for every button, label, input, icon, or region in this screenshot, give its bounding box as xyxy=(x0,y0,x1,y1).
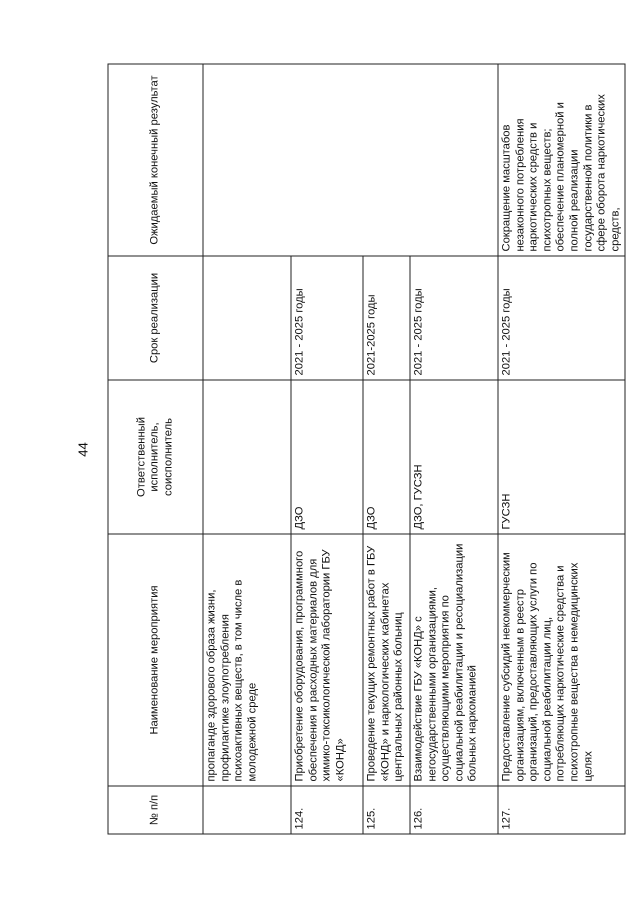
header-executor: Ответственный исполнитель, соисполнитель xyxy=(108,380,203,534)
row-term: 2021 - 2025 годы xyxy=(410,256,498,380)
row-term: 2021 - 2025 годы xyxy=(498,256,625,380)
row-executor: ДЗО xyxy=(363,380,410,534)
row-term xyxy=(203,256,291,380)
page-number: 44 xyxy=(75,442,91,457)
table-header-row xyxy=(108,64,203,834)
row-executor xyxy=(203,380,291,534)
row-number: 127. xyxy=(498,786,625,834)
row-measure-name: Взаимодействие ГБУ «КОНД» с негосударственными организациями, осуществляющими мероприятия по социальной реабилитации и ресоциализации больных наркоманией xyxy=(410,534,498,786)
row-executor: ГУСЗН xyxy=(498,380,625,534)
row-measure-name: Приобретение оборудования, программного обеспечения и расходных материалов для химико-токсикологической лаборатории ГБУ «КОНД» xyxy=(291,534,363,786)
row-number: 125. xyxy=(363,786,410,834)
header-measure-name: Наименование мероприятия xyxy=(108,534,203,786)
row-number: 124. xyxy=(291,786,363,834)
row-executor: ДЗО, ГУСЗН xyxy=(410,380,498,534)
header-term: Срок реализации xyxy=(108,256,203,380)
row-result: Сокращение масштабов незаконного потребления наркотических средств и психотропных веществ; обеспечение планомерной и полной реализации государственной политики в сфере оборота наркотических средств, xyxy=(498,64,625,256)
row-term: 2021-2025 годы xyxy=(363,256,410,380)
measures-table xyxy=(108,63,626,834)
header-result: Ожидаемый конечный результат xyxy=(108,64,203,256)
row-measure-name: пропаганде здорового образа жизни, профилактике злоупотребления психоактивных веществ, в том числе в молодежной среде xyxy=(203,534,291,786)
row-measure-name: Проведение текущих ремонтных работ в ГБУ «КОНД» и наркологических кабинетах центральных районных больниц xyxy=(363,534,410,786)
table-row xyxy=(498,64,625,834)
measures-table-wrapper xyxy=(108,64,622,834)
row-result xyxy=(203,64,498,256)
row-number: 126. xyxy=(410,786,498,834)
row-executor: ДЗО xyxy=(291,380,363,534)
header-number: № п/п xyxy=(108,786,203,834)
row-number xyxy=(203,786,291,834)
table-row xyxy=(203,64,291,834)
row-measure-name: Предоставление субсидий некоммерческим организациям, включенным в реестр организаций, предоставляющих услуги по социальной реабилитации лиц, потребляющих наркотические средства и психотропные вещества в немедицинских целях xyxy=(498,534,625,786)
row-term: 2021 - 2025 годы xyxy=(291,256,363,380)
